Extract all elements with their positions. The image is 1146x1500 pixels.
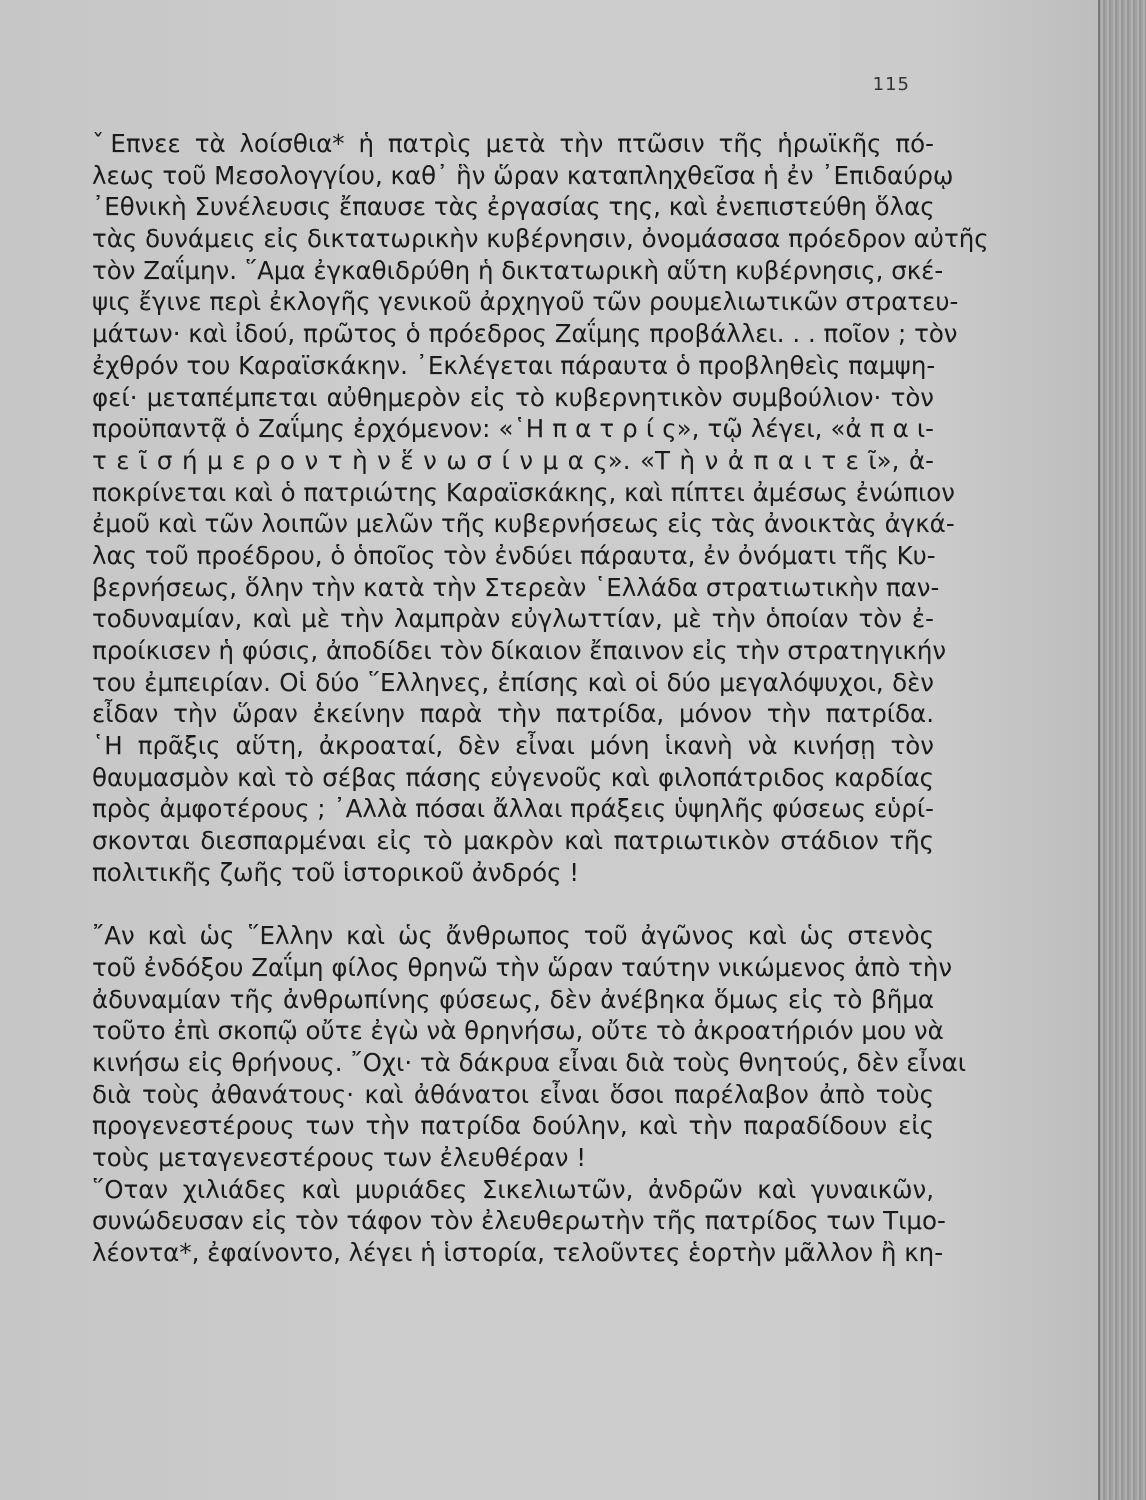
text-line: λέοντα*, ἐφαίνοντο, λέγει ἡ ἱστορία, τελοῦντες ἑορτὴν μᾶλλον ἢ κη- bbox=[92, 1238, 944, 1268]
text-line: τ ε ῖ σ ή μ ε ρ ο ν τ ὴ ν ἕ ν ω σ ί ν μ α ς». «Τ ὴ ν ἀ π α ι τ ε ῖ», ἀ- bbox=[92, 445, 934, 475]
text-line: τοὺς μεταγενεστέρους των ἐλευθέραν ! bbox=[92, 1143, 587, 1172]
text-line: ἐχθρόν του Καραϊσκάκην. ᾽Εκλέγεται πάραυτα ὁ προβληθεὶς παμψη- bbox=[92, 350, 936, 380]
text-line: ˇΕπνεε τὰ λοίσθια* ἡ πατρὶς μετὰ τὴν πτῶσιν τῆς ἡρωϊκῆς πό- bbox=[92, 129, 934, 158]
text-line: πρὸς ἀμφοτέρους ; ᾽Αλλὰ πόσαι ἄλλαι πράξεις ὑψηλῆς φύσεως εὑρί- bbox=[92, 794, 934, 824]
text-line: λας τοῦ προέδρου, ὁ ὁποῖος τὸν ἐνδύει πάραυτα, ἐν ὀνόματι τῆς Κυ- bbox=[92, 540, 936, 570]
text-line: ψις ἔγινε περὶ ἐκλογῆς γενικοῦ ἀρχηγοῦ τῶν ρουμελιωτικῶν στρατευ- bbox=[92, 287, 959, 317]
text-line: προίκισεν ἡ φύσις, ἀποδίδει τὸν δίκαιον ἔπαινον εἰς τὴν στρατηγικήν bbox=[92, 636, 947, 665]
text-line: διὰ τοὺς ἀθανάτους· καὶ ἀθάνατοι εἶναι ὅσοι παρέλαβον ἀπὸ τοὺς bbox=[92, 1079, 934, 1109]
text-line: ῾Η πρᾶξις αὕτη, ἀκροαταί, δὲν εἶναι μόνη ἱκανὴ νὰ κινήσῃ τὸν bbox=[92, 731, 934, 761]
text-line: σκονται διεσπαρμέναι εἰς τὸ μακρὸν καὶ πατριωτικὸν στάδιον τῆς bbox=[92, 826, 934, 856]
page-number: 115 bbox=[872, 74, 910, 95]
text-line: προϋπαντᾷ ὁ Ζαΐμης ἐρχόμενον: «῾Η π α τ ρ ί ς», τῷ λέγει, «ἀ π α ι- bbox=[92, 414, 934, 444]
body-text bbox=[92, 128, 989, 1269]
paragraph bbox=[92, 920, 967, 1269]
text-line: ῎Αν καὶ ὡς ῞Ελλην καὶ ὡς ἄνθρωπος τοῦ ἀγῶνος καὶ ὡς στενὸς bbox=[92, 921, 934, 951]
text-line: ποκρίνεται καὶ ὁ πατριώτης Καραϊσκάκης, καὶ πίπτει ἀμέσως ἐνώπιον bbox=[92, 477, 955, 507]
text-line: τοδυναμίαν, καὶ μὲ τὴν λαμπρὰν εὐγλωττίαν, μὲ τὴν ὁποίαν τὸν ἐ- bbox=[92, 604, 934, 634]
text-line: τὸν Ζαΐμην. ῞Αμα ἐγκαθιδρύθη ἡ δικτατωρικὴ αὕτη κυβέρνησις, σκέ- bbox=[92, 255, 944, 285]
text-line: φεί· μεταπέμπεται αὐθημερὸν εἰς τὸ κυβερνητικὸν συμβούλιον· τὸν bbox=[92, 382, 934, 412]
text-line: θαυμασμὸν καὶ τὸ σέβας πάσης εὐγενοῦς καὶ φιλοπάτριδος καρδίας bbox=[92, 762, 934, 792]
text-line: συνώδευσαν εἰς τὸν τάφον τὸν ἐλευθερωτὴν τῆς πατρίδος των Τιμο- bbox=[92, 1206, 946, 1236]
page-stack-edge bbox=[1098, 0, 1146, 1500]
text-line: τοῦτο ἐπὶ σκοπῷ οὔτε ἐγὼ νὰ θρηνήσω, οὔτε τὸ ἀκροατήριόν μου νὰ bbox=[92, 1016, 944, 1046]
text-line: βερνήσεως, ὅλην τὴν κατὰ τὴν Στερεὰν ῾Ελλάδα στρατιωτικὴν παν- bbox=[92, 572, 940, 602]
text-line: τοῦ ἐνδόξου Ζαΐμη φίλος θρηνῶ τὴν ὥραν ταύτην νικώμενος ἀπὸ τὴν bbox=[92, 952, 953, 982]
text-line: πολιτικῆς ζωῆς τοῦ ἱστορικοῦ ἀνδρός ! bbox=[92, 857, 580, 887]
text-line: εἶδαν τὴν ὥραν ἐκείνην παρὰ τὴν πατρίδα, μόνον τὴν πατρίδα. bbox=[92, 699, 934, 729]
text-line: ἐμοῦ καὶ τῶν λοιπῶν μελῶν τῆς κυβερνήσεως εἰς τὰς ἀνοικτὰς ἀγκά- bbox=[92, 509, 955, 539]
text-line: ᾽Εθνικὴ Συνέλευσις ἔπαυσε τὰς ἐργασίας της, καὶ ἐνεπιστεύθη ὅλας bbox=[92, 192, 935, 222]
text-line: ἀδυναμίαν τῆς ἀνθρωπίνης φύσεως, δὲν ἀνέβηκα ὅμως εἰς τὸ βῆμα bbox=[92, 984, 934, 1014]
text-line: τὰς δυνάμεις εἰς δικτατωρικὴν κυβέρνησιν, ὀνομάσασα πρόεδρον αὐτῆς bbox=[92, 224, 989, 254]
text-line: του ἐμπειρίαν. Οἱ δύο ῞Ελληνες, ἐπίσης καὶ οἱ δύο μεγαλόψυχοι, δὲν bbox=[92, 667, 934, 697]
text-line: προγενεστέρους των τὴν πατρίδα δούλην, καὶ τὴν παραδίδουν εἰς bbox=[92, 1111, 934, 1141]
text-line: κινήσω εἰς θρήνους. ῎Οχι· τὰ δάκρυα εἶναι διὰ τοὺς θνητούς, δὲν εἶναι bbox=[92, 1047, 967, 1077]
text-line: λεως τοῦ Μεσολογγίου, καθ᾽ ἣν ὥραν καταπληχθεῖσα ἡ ἐν ᾽Επιδαύρῳ bbox=[92, 160, 954, 190]
text-line: ῞Οταν χιλιάδες καὶ μυριάδες Σικελιωτῶν, ἀνδρῶν καὶ γυναικῶν, bbox=[92, 1174, 934, 1204]
paragraph-spacer bbox=[92, 889, 934, 921]
text-line: μάτων· καὶ ἰδού, πρῶτος ὁ πρόεδρος Ζαΐμης προβάλλει. . . ποῖον ; τὸν bbox=[92, 319, 958, 349]
paragraph bbox=[92, 128, 989, 889]
